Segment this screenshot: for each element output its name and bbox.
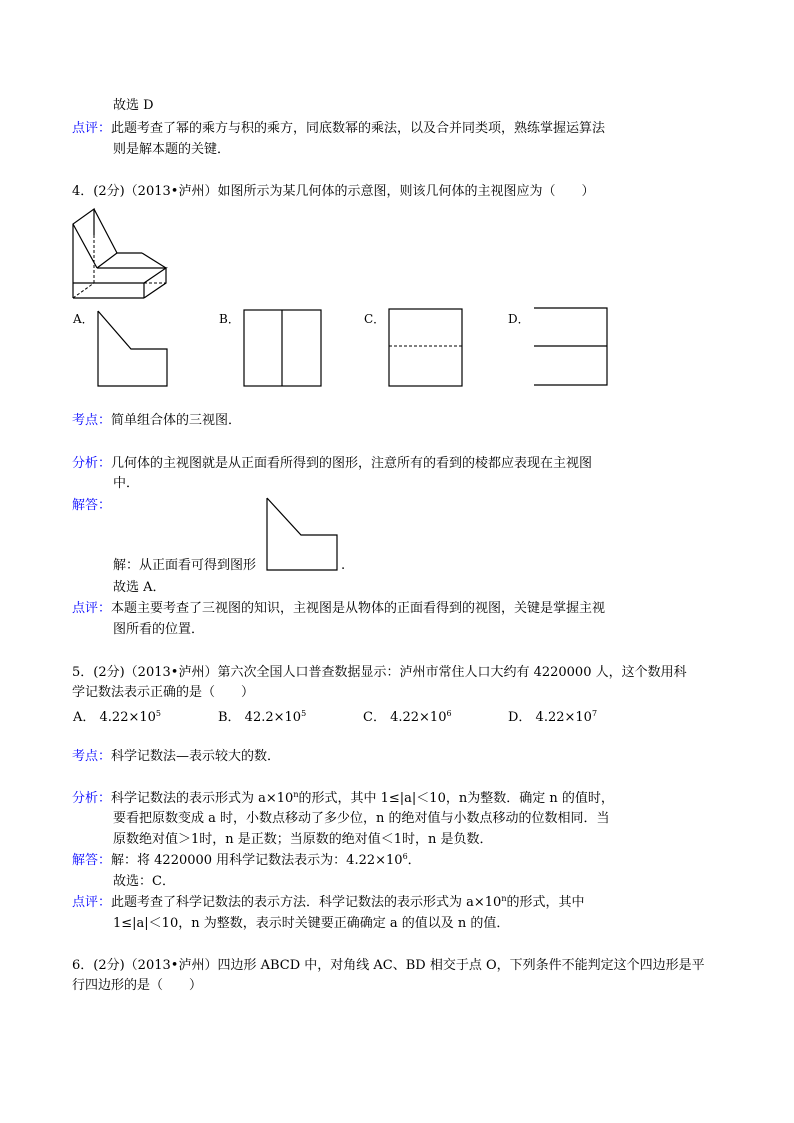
- review-5-line2: 1≤|a|＜10，n 为整数，表示时关键要正确确定 a 的值以及 n 的值．: [113, 916, 510, 931]
- question-5-stem-line1: 5．(2分)（2013•泸州）第六次全国人口普查数据显示：泸州市常住人口大约有 4220000 人，这个数用科: [72, 665, 687, 680]
- fenxi-5-tag: 分析：: [72, 791, 112, 806]
- question-6-stem-line1: 6．(2分)（2013•泸州）四边形 ABCD 中，对角线 AC、BD 相交于点 O，下列条件不能判定这个四边形是平: [72, 958, 705, 973]
- kaodian-text: 简单组合体的三视图．: [111, 413, 242, 428]
- review-4-line2: 图所看的位置．: [113, 622, 205, 637]
- answer-choice-5: 故选：C．: [113, 874, 175, 889]
- question-6-stem-line2: 行四边形的是（ ）: [72, 978, 203, 993]
- fenxi-5: [72, 790, 614, 808]
- q5-option-b-exp: 5: [301, 709, 307, 718]
- q5-option-a-exp: 5: [155, 709, 161, 718]
- review-text-line1: 此题考查了幂的乘方与积的乘方，同底数幂的乘法，以及合并同类项，熟练掌握运算法: [111, 121, 606, 136]
- review-tag: 点评：: [72, 121, 112, 136]
- jieda-tag-text: 解答：: [72, 498, 112, 513]
- fenxi-5-line3: 原数绝对值＞1时，n 是正数；当原数的绝对值＜1时，n 是负数．: [113, 832, 493, 847]
- kaodian-5: [72, 748, 280, 766]
- jieda-5-a: 解：将 4220000 用科学记数法表示为：4.22×10: [111, 853, 403, 868]
- jieda-5-end: ．: [407, 853, 421, 868]
- answer-choice-4: 故选 A．: [113, 580, 166, 595]
- review-4-line1: 本题主要考查了三视图的知识，主视图是从物体的正面看得到的视图，关键是掌握主视: [111, 601, 606, 616]
- q5-option-d: [508, 706, 597, 725]
- q5-option-a-text: A． 4.22×10: [73, 710, 156, 725]
- jieda-5-exp: 6: [402, 852, 408, 861]
- kaodian-5-tag: 考点：: [72, 749, 112, 764]
- jieda-tag: [72, 497, 111, 515]
- isometric-solid-figure: [70, 205, 174, 301]
- option-c-figure: [388, 308, 464, 388]
- q5-option-c-text: C． 4.22×10: [363, 710, 447, 725]
- review-5-n: n: [501, 894, 507, 903]
- question-4-stem: 4．(2分)（2013•泸州）如图所示为某几何体的示意图，则该几何体的主视图应为（ ）: [72, 184, 595, 199]
- question-5-stem-line2: 学记数法表示正确的是（ ）: [72, 685, 255, 700]
- q5-option-b: [218, 706, 306, 725]
- review-5-a: 此题考查了科学记数法的表示方法．科学记数法的表示形式为 a×10: [111, 895, 502, 910]
- review-5-tag: 点评：: [72, 895, 112, 910]
- option-a-figure: [97, 310, 169, 388]
- jieda-5: [72, 852, 421, 870]
- option-d-figure: [533, 307, 609, 387]
- q5-option-c: [363, 706, 452, 725]
- answer-choice-d: 故选 D: [113, 98, 154, 113]
- fenxi-5-a: 科学记数法的表示形式为 a×10: [111, 791, 294, 806]
- q5-option-d-text: D． 4.22×10: [508, 710, 592, 725]
- jie-end: .: [341, 558, 346, 573]
- review-4: [72, 600, 605, 618]
- option-d-label: D．: [508, 312, 530, 326]
- kaodian-4: [72, 412, 241, 430]
- review-5-b: 的形式，其中: [506, 895, 585, 910]
- option-c-label: C．: [364, 312, 386, 326]
- q5-option-c-exp: 6: [446, 709, 452, 718]
- q5-option-d-exp: 7: [591, 709, 598, 718]
- q5-option-b-text: B． 42.2×10: [218, 710, 302, 725]
- fenxi-5-line2: 要看把原数变成 a 时，小数点移动了多少位，n 的绝对值与小数点移动的位数相同．当: [113, 811, 610, 826]
- option-a-label: A．: [73, 312, 94, 326]
- fenxi-4: [72, 455, 592, 473]
- review-label: [72, 120, 605, 138]
- fenxi-5-b: 的形式，其中 1≤|a|＜10，n为整数．确定 n 的值时，: [298, 791, 614, 806]
- kaodian-5-text: 科学记数法—表示较大的数．: [111, 749, 281, 764]
- review-5: [72, 894, 585, 912]
- option-b-figure: [243, 309, 323, 387]
- q5-option-a: [73, 706, 161, 725]
- option-b-label: B．: [219, 312, 240, 326]
- fenxi-5-n: n: [293, 790, 299, 799]
- review-tag-4: 点评：: [72, 601, 112, 616]
- jie-text: 解：从正面看可得到图形: [113, 558, 257, 573]
- fenxi-text-line1: 几何体的主视图就是从正面看所得到的图形，注意所有的看到的棱都应表现在主视图: [111, 456, 593, 471]
- fenxi-text-line2: 中．: [113, 476, 140, 491]
- review-text-line2: 则是解本题的关键．: [113, 142, 231, 157]
- fenxi-tag: 分析：: [72, 456, 112, 471]
- answer-inline-figure: [266, 497, 340, 573]
- jieda-5-tag: 解答：: [72, 853, 112, 868]
- kaodian-tag: 考点：: [72, 413, 112, 428]
